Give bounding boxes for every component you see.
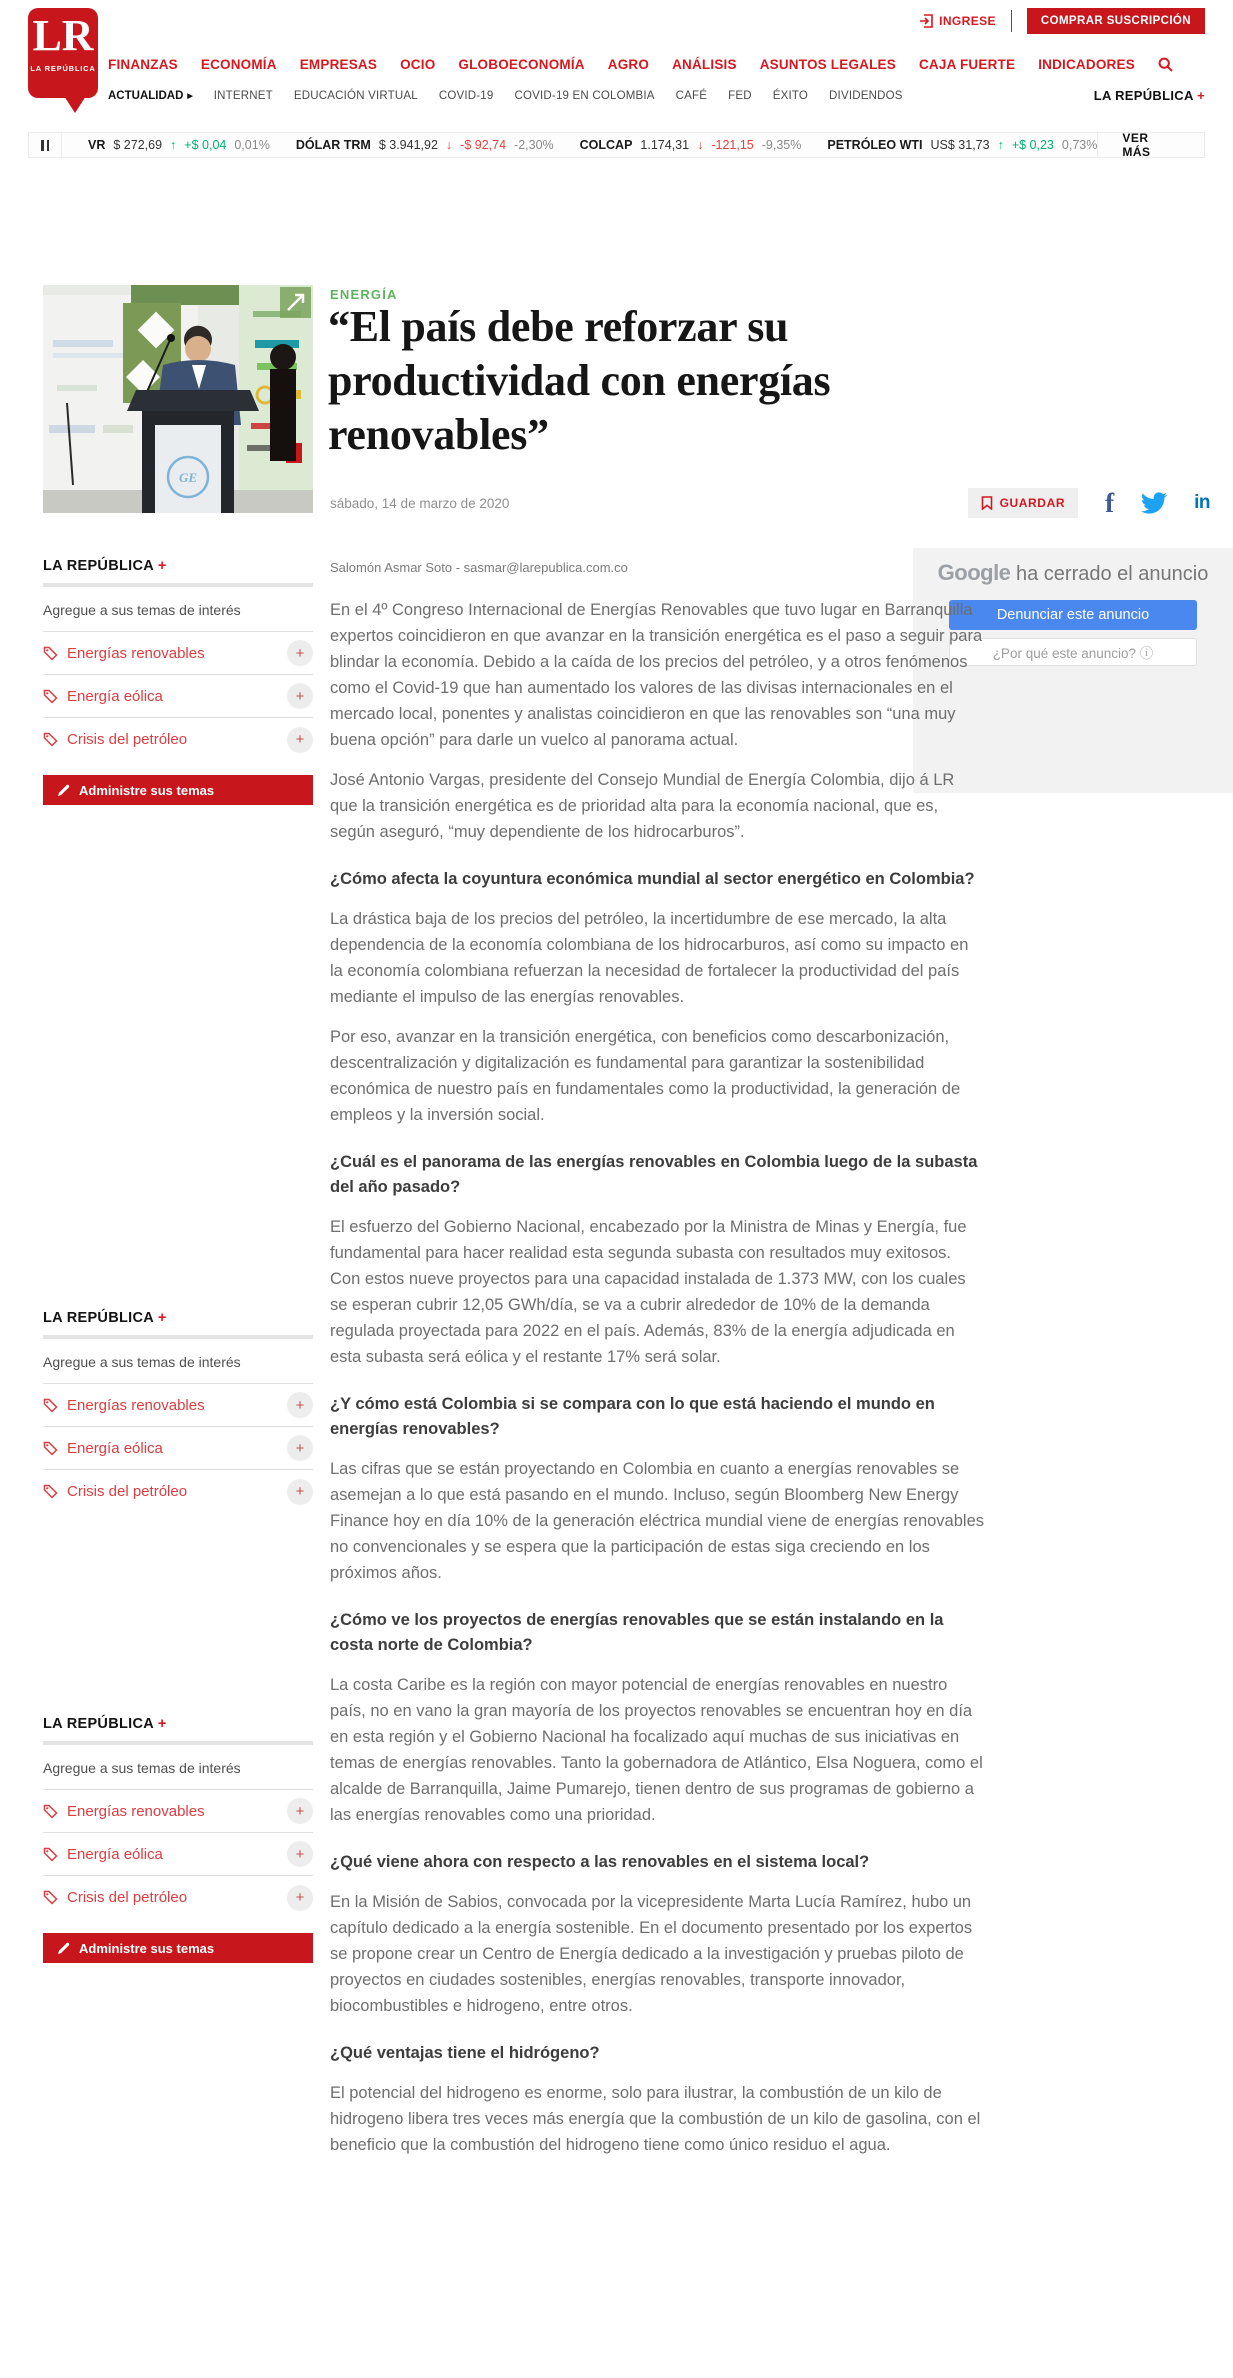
nav-indicadores[interactable]: INDICADORES (1038, 57, 1135, 72)
nav-empresas[interactable]: EMPRESAS (299, 57, 378, 72)
topbar-right (919, 8, 1205, 34)
subnav-cafe[interactable]: CAFÉ (675, 90, 708, 102)
arrow-down-icon: ↓ (445, 138, 453, 152)
article-question: ¿Qué ventajas tiene el hidrógeno? (330, 2044, 600, 2062)
ticker-item-dolar-trm[interactable] (296, 138, 554, 152)
topbar-divider (1011, 10, 1012, 32)
ticker-change: -$ 92,74 (460, 138, 507, 152)
la-republica-plus-link[interactable] (43, 1716, 313, 1732)
widget-subtitle: Agregue a sus temas de interés (43, 1760, 241, 1776)
divider (43, 1741, 313, 1745)
arrow-up-icon: ↑ (170, 138, 177, 152)
lr-logo[interactable] (28, 8, 98, 98)
la-republica-plus-link[interactable] (43, 1310, 313, 1326)
topic-label: Energía eólica (67, 1845, 163, 1863)
ticker-label: DÓLAR TRM (295, 138, 371, 152)
svg-text:GE: GE (178, 470, 198, 485)
subnav-covid19-colombia[interactable]: COVID-19 EN COLOMBIA (514, 90, 655, 102)
login-icon (919, 14, 933, 28)
report-ad-button[interactable]: Denunciar este anuncio (949, 600, 1197, 630)
ticker-percent: -2,30% (514, 138, 554, 152)
nav-analisis[interactable]: ANÁLISIS (672, 57, 737, 72)
ticker-label: COLCAP (579, 138, 633, 152)
widget-heading: LA REPÚBLICA (43, 1310, 154, 1326)
add-topic-button[interactable]: + (287, 1479, 313, 1505)
nav-agro[interactable]: AGRO (607, 57, 650, 72)
article-date: sábado, 14 de marzo de 2020 (330, 495, 510, 511)
manage-topics-button[interactable] (43, 1933, 313, 1963)
pause-icon[interactable] (29, 133, 62, 157)
topic-crisis-del-petroleo[interactable] (43, 718, 313, 761)
topic-label: Energías renovables (67, 1802, 205, 1820)
arrow-down-icon: ↓ (697, 138, 704, 152)
sub-nav (108, 90, 903, 102)
divider (43, 583, 313, 587)
pencil-icon (57, 1942, 70, 1955)
nav-globoeconomia[interactable]: GLOBOECONOMÍA (458, 57, 585, 72)
topic-label: Energía eólica (67, 687, 163, 705)
google-logo: Google (937, 560, 1011, 585)
expand-icon (280, 287, 311, 318)
topics-widget (43, 558, 313, 805)
topic-label: Energías renovables (67, 644, 205, 662)
ticker-label: VR (88, 138, 106, 152)
twitter-icon[interactable] (1141, 492, 1167, 514)
article-question: ¿Cuál es el panorama de las energías renovables en Colombia luego de la subasta del año pasado? (330, 1153, 978, 1196)
add-topic-button[interactable]: + (287, 1885, 313, 1911)
ticker-value: US$ 31,73 (930, 138, 990, 152)
chevron-right-icon: ▶ (187, 93, 193, 100)
article-paragraph: Las cifras que se están proyectando en Colombia en cuanto a energías renovables se asemejan a lo que está pasando en el mundo. Incluso, según Bloomberg New Energy Finance hoy en día 10% de la generación eléctrica mundial viene de energías renovables no convencionales y se espera que la participación de estas siga creciendo en los próximos años. (330, 1460, 985, 1582)
tag-icon (43, 732, 58, 747)
topic-label: Crisis del petróleo (67, 1483, 188, 1500)
nav-finanzas[interactable]: FINANZAS (108, 57, 178, 72)
nav-asuntos-legales[interactable]: ASUNTOS LEGALES (759, 57, 896, 72)
tag-icon (43, 1804, 58, 1819)
topic-energia-eolica[interactable] (43, 675, 313, 718)
article-question: ¿Cómo ve los proyectos de energías renovables que se están instalando en la costa norte de Colombia? (330, 1611, 944, 1654)
search-icon[interactable] (1158, 57, 1173, 72)
ticker-label: PETRÓLEO WTI (827, 138, 923, 152)
market-ticker (28, 132, 1205, 158)
topic-label: Energías renovables (67, 1396, 205, 1414)
divider (43, 1335, 313, 1339)
article-title: “El país debe reforzar su productividad con energías renovables” (328, 302, 831, 459)
ticker-percent: -9,35% (761, 138, 802, 152)
widget-subtitle: Agregue a sus temas de interés (43, 1354, 241, 1370)
add-topic-button[interactable]: + (287, 1841, 313, 1867)
lr-logo-text: LR (32, 11, 94, 60)
manage-topics-label: Administre sus temas (79, 782, 215, 798)
topic-energias-renovables[interactable] (43, 632, 313, 675)
topic-label: Crisis del petróleo (67, 1889, 188, 1906)
topic-label: Crisis del petróleo (67, 731, 188, 748)
topic-label: Energía eólica (67, 1439, 163, 1457)
why-ad-button[interactable]: ¿Por qué este anuncio? ⓘ (949, 638, 1197, 666)
ticker-percent: 0,73% (1061, 138, 1098, 152)
topic-crisis-del-petroleo[interactable] (43, 1470, 313, 1513)
ticker-change: +$ 0,23 (1011, 138, 1054, 152)
plus-icon: + (157, 1716, 167, 1732)
arrow-up-icon: ↑ (997, 138, 1004, 152)
article-author: Salomón Asmar Soto - sasmar@larepublica.com.co (330, 560, 628, 575)
subnav-actualidad[interactable] (108, 90, 193, 102)
ad-closed-text: ha cerrado el anuncio (1010, 563, 1209, 585)
ticker-ver-mas-button[interactable]: VER MÁS (1097, 133, 1204, 157)
subnav-exito[interactable]: ÉXITO (772, 90, 809, 102)
subnav-fed[interactable]: FED (728, 90, 752, 102)
lr-logo-subtext: LA REPÚBLICA (30, 64, 96, 73)
pencil-icon (57, 784, 70, 797)
article-paragraph: El potencial del hidrogeno es enorme, solo para ilustrar, la combustión de un kilo de hidrogeno libera tres veces más energía que la combustión de un kilo de gasolina, con el beneficio que la combustión del hidrogeno tiene como único residuo el agua. (330, 2084, 981, 2154)
ticker-value: $ 3.941,92 (378, 138, 438, 152)
article-body (330, 560, 985, 2172)
subnav-educacion-virtual[interactable]: EDUCACIÓN VIRTUAL (293, 90, 418, 102)
ticker-change: -121,15 (711, 138, 754, 152)
tag-icon (43, 1890, 58, 1905)
subscribe-button[interactable]: COMPRAR SUSCRIPCIÓN (1027, 8, 1205, 34)
manage-topics-label: Administre sus temas (79, 1940, 215, 1956)
login-link[interactable] (919, 14, 996, 28)
article-question: ¿Y cómo está Colombia si se compara con lo que está haciendo el mundo en energías renovables? (330, 1395, 935, 1438)
widget-subtitle: Agregue a sus temas de interés (43, 602, 241, 618)
ticker-item-colcap[interactable] (580, 138, 802, 152)
topic-energias-renovables[interactable] (43, 1384, 313, 1427)
add-topic-button[interactable]: + (287, 1392, 313, 1418)
topics-widget (43, 1716, 313, 1963)
bookmark-icon (981, 496, 993, 510)
article-question: ¿Cómo afecta la coyuntura económica mundial al sector energético en Colombia? (330, 870, 975, 888)
ticker-item-vr[interactable] (88, 138, 270, 152)
facebook-icon[interactable]: f (1105, 488, 1115, 518)
la-republica-plus-link[interactable] (43, 558, 313, 574)
subnav-covid19[interactable]: COVID-19 (438, 90, 494, 102)
widget-heading: LA REPÚBLICA (43, 1716, 154, 1732)
ticker-percent: 0,01% (234, 138, 270, 152)
ticker-change: +$ 0,04 (184, 138, 227, 152)
article-paragraph: En el 4º Congreso Internacional de Energías Renovables que tuvo lugar en Barranquilla expertos coincidieron en que avanzar en la transición energética es el paso a seguir para blindar la economía. Debido a la caída de los precios del petróleo, y a otros fenómenos como el Covid-19 que han aumentado los valores de las divisas internacionales en el mercado local, ponentes y analistas coincidieron en que las renovables son “una muy buena opción” para darle un vuelco al panorama actual. (330, 601, 983, 749)
tag-icon (43, 1847, 58, 1862)
nav-caja-fuerte[interactable]: CAJA FUERTE (918, 57, 1016, 72)
article-meta-row (330, 488, 1210, 518)
article-paragraph: En la Misión de Sabios, convocada por la vicepresidente Marta Lucía Ramírez, hubo un capítulo dedicado a la energía sostenible. En el documento presentado por los expertos se propone crear un Centro de Energía dedicado a la investigación y pruebas piloto de proyectos en ciudades sostenibles, energías renovables, transporte innovador, biocombustibles e hidrogeno, entre otros. (330, 1893, 973, 2015)
save-label: GUARDAR (999, 496, 1066, 510)
add-topic-button[interactable]: + (287, 1798, 313, 1824)
plus-icon: + (1197, 88, 1205, 103)
manage-topics-button[interactable] (43, 775, 313, 805)
la-republica-plus-link[interactable] (1094, 88, 1205, 103)
tag-icon (43, 1398, 58, 1413)
article-paragraph: El esfuerzo del Gobierno Nacional, encabezado por la Ministra de Minas y Energía, fue fundamental para hacer realidad esta segunda subasta con resultados muy exitosos. Con estos nueve proyectos para una capacidad instalada de 1.373 MW, con los cuales se esperan cubrir 12,05 GWh/día, se va a cubrir alrededor de 10% de la demanda regulada proyectada para 2022 en el país. Además, 83% de la energía adjudicada en esta subasta será eólica y el restante 17% será solar. (330, 1218, 967, 1366)
nav-ocio[interactable]: OCIO (400, 57, 436, 72)
tag-icon (43, 1441, 58, 1456)
plus-icon: + (157, 558, 167, 574)
article-paragraph: La drástica baja de los precios del petróleo, la incertidumbre de ese mercado, la alta dependencia de la economía colombiana de los hidrocarburos, así como su impacto en la economía colombiana refuerzan la necesidad de fortalecer la productividad del país mediante el impulso de las energías renovables. (330, 910, 969, 1006)
subnav-internet[interactable]: INTERNET (213, 90, 273, 102)
tag-icon (43, 646, 58, 661)
topic-energia-eolica[interactable] (43, 1833, 313, 1876)
linkedin-icon[interactable]: in (1194, 492, 1210, 513)
main-nav (108, 57, 1173, 72)
tag-icon (43, 689, 58, 704)
add-topic-button[interactable]: + (287, 640, 313, 666)
topics-widget (43, 1310, 313, 1513)
tag-icon (43, 1484, 58, 1499)
article-paragraph: José Antonio Vargas, presidente del Consejo Mundial de Energía Colombia, dijo á LR que la transición energética es de prioridad alta para la economía nacional, que es, según aseguró, “muy dependiente de los hidrocarburos”. (330, 771, 955, 841)
article-paragraph: Por eso, avanzar en la transición energética, con beneficios como descarbonización, descentralización y digitalización es fundamental para garantizar la sostenibilidad económica de nuestro país en fundamentales como la productividad, la generación de empleos y la inversión social. (330, 1028, 961, 1124)
add-topic-button[interactable]: + (287, 683, 313, 709)
add-topic-button[interactable]: + (287, 1435, 313, 1461)
plus-icon: + (157, 1310, 167, 1326)
ticker-item-petroleo-wti[interactable] (827, 138, 1097, 152)
article-question: ¿Qué viene ahora con respecto a las renovables en el sistema local? (330, 1853, 870, 1871)
topic-energia-eolica[interactable] (43, 1427, 313, 1470)
la-republica-plus-label: LA REPÚBLICA (1093, 88, 1194, 103)
ticker-value: $ 272,69 (113, 138, 163, 152)
add-topic-button[interactable]: + (287, 727, 313, 753)
topic-crisis-del-petroleo[interactable] (43, 1876, 313, 1919)
subnav-active-label: ACTUALIDAD (108, 90, 184, 102)
article-category[interactable]: ENERGÍA (330, 287, 398, 302)
article-photo[interactable] (43, 285, 313, 513)
topic-energias-renovables[interactable] (43, 1790, 313, 1833)
subnav-dividendos[interactable]: DIVIDENDOS (829, 90, 903, 102)
save-button[interactable] (968, 488, 1079, 518)
nav-economia[interactable]: ECONOMÍA (200, 57, 277, 72)
ticker-value: 1.174,31 (640, 138, 690, 152)
article-paragraph: La costa Caribe es la región con mayor potencial de energías renovables en nuestro país, no en vano la gran mayoría de los proyectos renovables se encuentran hoy en día en esta región y el Gobierno Nacional ha focalizado aquí muchas de sus iniciativas en temas de energías renovables. Tanto la gobernadora de Atlántico, Elsa Noguera, como el alcalde de Barranquilla, Jaime Pumarejo, tienen dentro de sus programas de gobierno a las energías renovables como una prioridad. (330, 1676, 983, 1824)
widget-heading: LA REPÚBLICA (43, 558, 154, 574)
login-label: INGRESE (939, 14, 996, 28)
